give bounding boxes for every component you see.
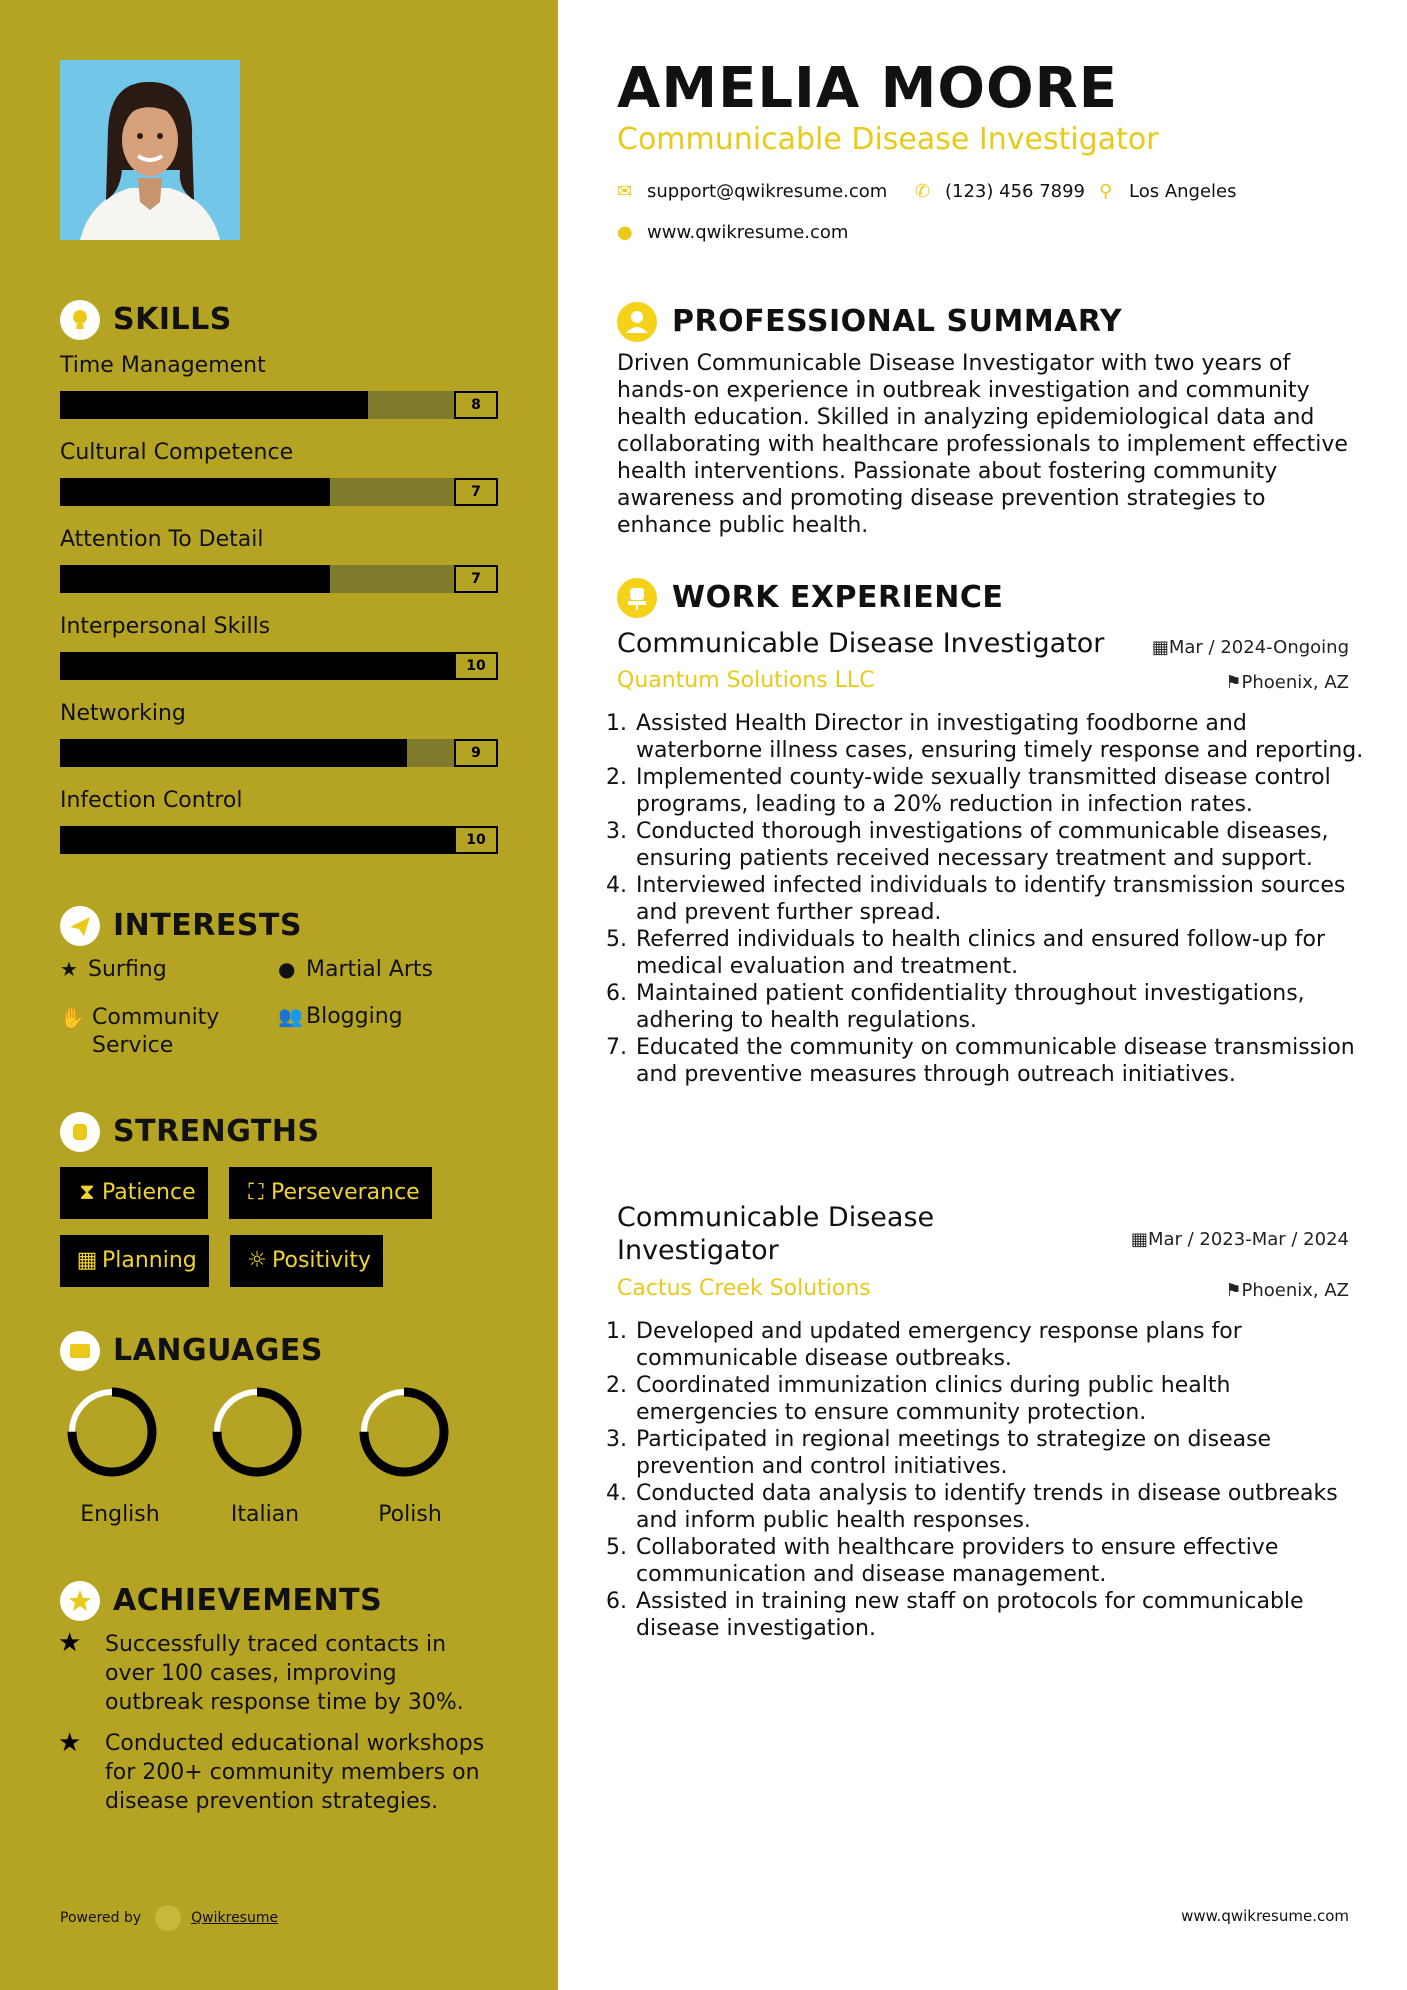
skill-label: Time Management <box>60 353 266 378</box>
job-dates-text: Mar / 2024-Ongoing <box>1168 637 1349 658</box>
responsibility-item: 3. Participated in regional meetings to strategize on disease prevention and control initiatives. <box>634 1426 1374 1480</box>
phone-icon: ✆ <box>915 181 931 202</box>
website-text: www.qwikresume.com <box>647 222 849 243</box>
sun-icon: ☼ <box>247 1248 267 1273</box>
interest-item <box>278 1004 403 1029</box>
language-ring <box>217 1392 297 1472</box>
skill-level-badge: 7 <box>454 565 498 593</box>
interest-item <box>278 957 433 982</box>
responsibility-item: 1. Developed and updated emergency response plans for communicable disease outbreaks. <box>634 1318 1374 1372</box>
candidate-title: Communicable Disease Investigator <box>617 122 1159 157</box>
skill-bar-fill <box>60 652 458 680</box>
responsibility-item: 4. Interviewed infected individuals to identify transmission sources and prevent further spread. <box>634 872 1374 926</box>
responsibility-item: 6. Assisted in training new staff on protocols for communicable disease investigation. <box>634 1588 1374 1642</box>
skill-bar-fill <box>60 478 330 506</box>
skill-bar <box>60 391 498 419</box>
sidebar <box>0 0 558 1990</box>
job-responsibilities <box>612 710 1374 1088</box>
skill-level-badge: 10 <box>454 826 498 854</box>
user-icon <box>617 302 657 342</box>
contact-website[interactable] <box>617 222 848 243</box>
skill-label: Networking <box>60 701 186 726</box>
id-card-icon <box>60 1331 100 1371</box>
job-company: Quantum Solutions LLC <box>617 668 875 693</box>
map-pin-icon: ⚲ <box>1099 181 1113 202</box>
skill-label: Interpersonal Skills <box>60 614 271 639</box>
skill-label: Cultural Competence <box>60 440 294 465</box>
qwikresume-logo-icon <box>155 1905 181 1931</box>
skill-level-badge: 9 <box>454 739 498 767</box>
interest-label: Blogging <box>306 1004 403 1029</box>
job-dates <box>1122 1229 1349 1250</box>
interest-item <box>60 957 167 982</box>
interests-heading: INTERESTS <box>113 908 302 943</box>
experience-heading: WORK EXPERIENCE <box>672 580 1004 615</box>
location-text: Los Angeles <box>1129 181 1237 202</box>
contact-phone[interactable] <box>915 181 1085 202</box>
strength-chip <box>60 1167 208 1219</box>
strengths-heading: STRENGTHS <box>113 1114 320 1149</box>
shooting-star-icon: ★ <box>58 1628 82 1658</box>
skill-level-badge: 10 <box>454 652 498 680</box>
skill-bar-fill <box>60 739 407 767</box>
languages-heading: LANGUAGES <box>113 1333 323 1368</box>
envelope-icon: ✉ <box>617 181 633 202</box>
skill-bar <box>60 565 498 593</box>
office-chair-icon <box>617 578 657 618</box>
powered-by <box>60 1905 278 1931</box>
language-ring <box>364 1392 444 1472</box>
skill-bar <box>60 478 498 506</box>
interest-item <box>60 1004 260 1060</box>
strength-label: Positivity <box>272 1248 372 1273</box>
strength-chip <box>60 1235 209 1287</box>
raised-fist-icon <box>60 1112 100 1152</box>
skill-bar <box>60 652 498 680</box>
language-label: Polish <box>378 1502 442 1527</box>
language-label: Italian <box>230 1502 300 1527</box>
hand-icon: ✋ <box>60 1006 85 1030</box>
contact-location <box>1099 181 1237 202</box>
job-responsibilities <box>612 1318 1374 1642</box>
skill-label: Attention To Detail <box>60 527 264 552</box>
job-location-text: Phoenix, AZ <box>1241 1280 1349 1301</box>
skill-bar <box>60 826 498 854</box>
calendar-icon: ▦ <box>1130 1229 1148 1250</box>
achievement-item: Successfully traced contacts in over 100 cases, improving outbreak response time by 30%. <box>105 1632 464 1715</box>
strength-label: Patience <box>102 1180 196 1205</box>
users-icon: 👥 <box>278 1004 303 1028</box>
candidate-name: AMELIA MOORE <box>617 56 1118 121</box>
responsibility-item: 6. Maintained patient confidentiality throughout investigations, adhering to health regulations. <box>634 980 1374 1034</box>
responsibility-item: 5. Collaborated with healthcare providers to ensure effective communication and disease management. <box>634 1534 1374 1588</box>
binoculars-icon: ⛶ <box>248 1180 264 1205</box>
responsibility-item: 3. Conducted thorough investigations of communicable diseases, ensuring patients received necessary treatment and support. <box>634 818 1374 872</box>
email-text: support@qwikresume.com <box>647 181 888 202</box>
globe-icon: ● <box>617 222 633 243</box>
powered-by-label: Powered by <box>60 1910 142 1926</box>
footer-website[interactable]: www.qwikresume.com <box>1181 1907 1349 1925</box>
job-location-text: Phoenix, AZ <box>1241 672 1349 693</box>
summary-heading: PROFESSIONAL SUMMARY <box>672 304 1123 339</box>
responsibility-item: 2. Implemented county-wide sexually transmitted disease control programs, leading to a 20% reduction in infection rates. <box>634 764 1374 818</box>
brand-link[interactable]: Qwikresume <box>191 1910 279 1926</box>
interest-label: Community Service <box>92 1005 220 1058</box>
phone-text: (123) 456 7899 <box>945 181 1086 202</box>
responsibility-item: 7. Educated the community on communicable disease transmission and preventive measures through outreach initiatives. <box>634 1034 1374 1088</box>
skill-level-badge: 8 <box>454 391 498 419</box>
lightbulb-icon <box>60 300 100 340</box>
responsibility-item: 4. Conducted data analysis to identify trends in disease outbreaks and inform public health responses. <box>634 1480 1374 1534</box>
job-title: Communicable Disease Investigator <box>617 628 1105 659</box>
pushpin-icon: ⚑ <box>1225 1280 1242 1301</box>
skill-level-badge: 7 <box>454 478 498 506</box>
strength-label: Planning <box>102 1248 197 1273</box>
responsibility-item: 5. Referred individuals to health clinics and ensured follow-up for medical evaluation and treatment. <box>634 926 1374 980</box>
strength-chip <box>230 1235 383 1287</box>
contact-email[interactable] <box>617 181 887 202</box>
job-location <box>1216 1280 1350 1301</box>
profile-photo <box>60 60 240 240</box>
responsibility-item: 2. Coordinated immunization clinics during public health emergencies to ensure community protection. <box>634 1372 1374 1426</box>
responsibility-item: 1. Assisted Health Director in investigating foodborne and waterborne illness cases, ensuring timely response and reporting. <box>634 710 1374 764</box>
shooting-star-icon: ★ <box>58 1728 82 1758</box>
job-dates <box>1143 637 1349 658</box>
skill-bar-fill <box>60 826 458 854</box>
language-label: English <box>80 1502 160 1527</box>
calendar-icon: ▦ <box>76 1248 98 1273</box>
globe-icon: ● <box>278 957 296 981</box>
strength-label: Perseverance <box>271 1180 420 1205</box>
achievement-item: Conducted educational workshops for 200+ community members on disease prevention strategies. <box>105 1731 485 1814</box>
paper-plane-icon <box>60 906 100 946</box>
language-ring <box>72 1392 152 1472</box>
skills-heading: SKILLS <box>113 302 232 337</box>
achievements-heading: ACHIEVEMENTS <box>113 1583 383 1618</box>
job-company: Cactus Creek Solutions <box>617 1276 871 1301</box>
summary-text: Driven Communicable Disease Investigator with two years of hands-on experience in outbreak investigation and community health education. Skilled in analyzing epidemiological data and collaborating with healthcare professionals to implement effective health interventions. Passionate about fostering community awareness and promoting disease prevention strategies to enhance public health. <box>617 351 1348 538</box>
hourglass-icon: ⧗ <box>79 1180 95 1205</box>
job-title: Communicable Disease Investigator <box>617 1202 935 1266</box>
star-badge-icon <box>60 1581 100 1621</box>
skill-label: Infection Control <box>60 788 243 813</box>
pushpin-icon: ⚑ <box>1225 672 1242 693</box>
skill-bar <box>60 739 498 767</box>
language-rings <box>0 1380 558 1500</box>
strength-chip <box>229 1167 432 1219</box>
interest-label: Martial Arts <box>306 957 434 982</box>
interest-label: Surfing <box>88 957 167 982</box>
calendar-icon: ▦ <box>1151 637 1169 658</box>
job-dates-text: Mar / 2023-Mar / 2024 <box>1147 1229 1349 1250</box>
skill-bar-fill <box>60 565 330 593</box>
job-location <box>1216 672 1350 693</box>
skill-bar-fill <box>60 391 368 419</box>
star-icon: ★ <box>60 957 78 981</box>
